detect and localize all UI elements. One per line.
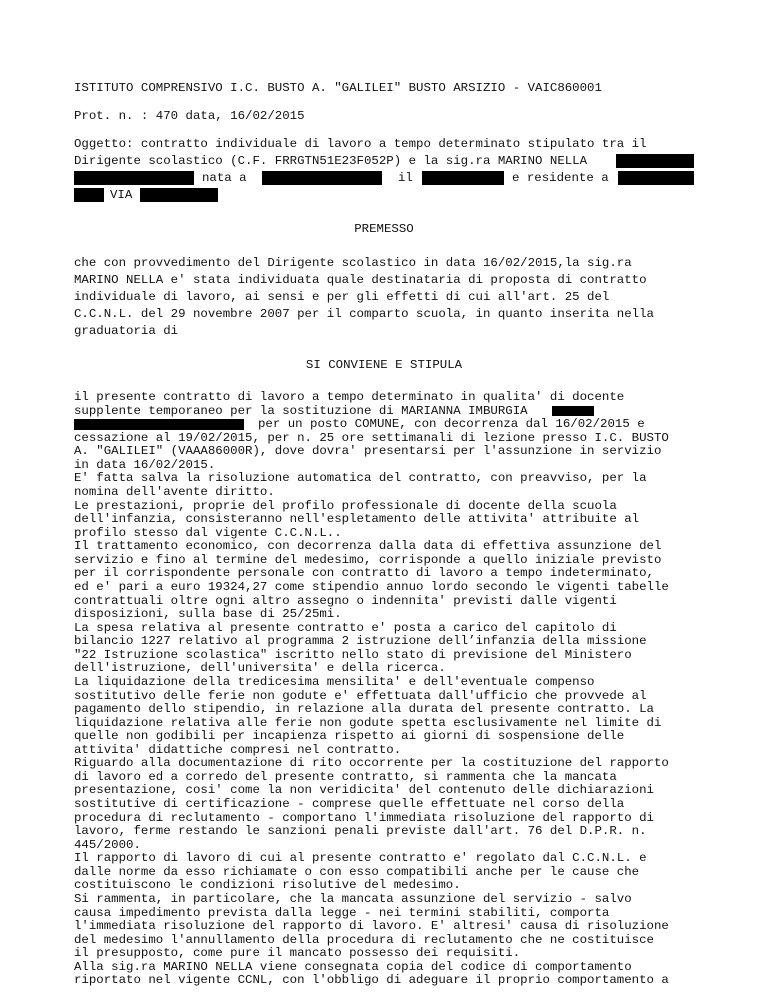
paragraph-line: pagamento dello stipendio, in relazione alla durata del presente contratto. La <box>74 702 654 717</box>
paragraph-line: C.C.N.L. del 29 novembre 2007 per il comparto scuola, in quanto inserita nella <box>74 307 654 321</box>
paragraph-line: dell'istruzione, dell'universita' e della ricerca. <box>74 661 446 676</box>
paragraph-line: sostitutivo delle ferie non godute e' effettuata dall'ufficio che provvede al <box>74 688 647 703</box>
redaction-block <box>552 406 594 417</box>
paragraph-line: contrattuali oltre ogni altro assegno o indennita' previsti dalle vigenti <box>74 593 617 608</box>
paragraph-line: supplente temporaneo per la sostituzione di MARIANNA IMBURGIA <box>74 403 528 418</box>
redaction-block <box>262 171 382 185</box>
paragraph-line: La liquidazione della tredicesima mensilita' e dell'eventuale compenso <box>74 674 595 689</box>
paragraph-line: per il corrispondente personale con contratto di lavoro a tempo indeterminato, <box>74 566 654 581</box>
paragraph-line: dalle norme da esso richiamate o con esso compatibili anche per le cause che <box>74 864 640 879</box>
paragraph-line: graduatoria di <box>74 324 179 338</box>
redaction-block <box>140 188 218 202</box>
paragraph-line: che con provvedimento del Dirigente scolastico in data 16/02/2015,la sig.ra <box>74 256 632 270</box>
paragraph-line: individuale di lavoro, ai sensi e per gli effetti di cui all'art. 25 del <box>74 290 610 304</box>
paragraph-line: Alla sig.ra MARINO NELLA viene consegnata copia del codice di comportamento <box>74 959 632 974</box>
paragraph-line: Le prestazioni, proprie del profilo professionale di docente della scuola <box>74 498 617 513</box>
paragraph-line: Il rapporto di lavoro di cui al presente contratto e' regolato dal C.C.N.L. e <box>74 851 647 866</box>
paragraph-line: La spesa relativa al presente contratto e' posta a carico del capitolo di <box>74 620 617 635</box>
school-header: ISTITUTO COMPRENSIVO I.C. BUSTO A. "GALILEI" BUSTO ARSIZIO - VAIC860001 <box>74 81 602 95</box>
stipula-heading: SI CONVIENE E STIPULA <box>305 358 463 372</box>
subject-il-label: il <box>398 171 413 185</box>
subject-line-2: Dirigente scolastico (C.F. FRRGTN51E23F052P) e la sig.ra MARINO NELLA <box>74 154 588 168</box>
protocol-line: Prot. n. : 470 data, 16/02/2015 <box>74 109 305 123</box>
paragraph-line: profilo stesso dal vigente C.C.N.L.. <box>74 525 342 540</box>
paragraph-line: costituiscono le condizioni risolutive del medesimo. <box>74 878 461 893</box>
paragraph-line: A. "GALILEI" (VAAA86000R), dove dovra' presentarsi per l'assunzione in servizio <box>74 444 662 459</box>
paragraph-line: servizio e fino al termine del medesimo, corrisponde a quello iniziale previsto <box>74 552 662 567</box>
paragraph-line: il presente contratto di lavoro a tempo determinato in qualita' di docente <box>74 390 625 404</box>
paragraph-line: ed e' pari a euro 19324,27 come stipendio annuo lordo secondo le vigenti tabelle <box>74 579 669 594</box>
paragraph-line: causa impedimento prevista dalla legge - nei termini stabiliti, comporta <box>74 905 610 920</box>
redaction-block <box>74 419 244 430</box>
paragraph-line: quelle non godibili per incapienza rispetto ai giorni di sospensione delle <box>74 729 625 744</box>
paragraph-line: cessazione al 19/02/2015, per n. 25 ore settimanali di lezione presso I.C. BUSTO <box>74 430 669 445</box>
paragraph-line: presentazione, cosi' come la non veridicita' del contenuto delle dichiarazioni <box>74 783 654 798</box>
subject-line-1: Oggetto: contratto individuale di lavoro a tempo determinato stipulato tra il <box>74 137 647 151</box>
subject-residente-label: e residente a <box>512 171 609 185</box>
redaction-block <box>422 171 504 185</box>
paragraph-line: nomina dell'avente diritto. <box>74 484 275 499</box>
paragraph-line: E' fatta salva la risoluzione automatica del contratto, con preavviso, per la <box>74 471 647 486</box>
paragraph-line: del medesimo l'annullamento della procedura di reclutamento che ne costituisce <box>74 932 654 947</box>
paragraph-line: di lavoro ed a corredo del presente contratto, si rammenta che la mancata <box>74 769 617 784</box>
paragraph-line: sostitutive di certificazione - comprese quelle effettuate nel corso della <box>74 797 625 812</box>
subject-nata-label: nata a <box>202 171 247 185</box>
paragraph-line: MARINO NELLA e' stata individuata quale destinataria di proposta di contratto <box>74 273 647 287</box>
paragraph-line: liquidazione relativa alle ferie non godute spetta esclusivamente nel limite di <box>74 715 662 730</box>
paragraph-line: "22 Istruzione scolastica" iscritto nello stato di previsione del Ministero <box>74 647 632 662</box>
redaction-block <box>74 188 104 202</box>
paragraph-line: il presupposto, come pure il mancato possesso dei requisiti. <box>74 946 521 961</box>
paragraph-line: in data 16/02/2015. <box>74 457 216 472</box>
paragraph-line: dell'infanzia, consisteranno nell'espletamento delle attivita' attribuite al <box>74 512 640 527</box>
paragraph-line: Si rammenta, in particolare, che la mancata assunzione del servizio - salvo <box>74 892 632 907</box>
paragraph-line: Il trattamento economico, con decorrenza dalla data di effettiva assunzione del <box>74 539 662 554</box>
subject-via-label: VIA <box>110 188 133 202</box>
paragraph-line: riportato nel vigente CCNL, con l'obbligo di adeguare il proprio comportamento a <box>74 973 669 988</box>
paragraph-line: per un posto COMUNE, con decorrenza dal 16/02/2015 e <box>258 417 645 432</box>
paragraph-line: lavoro, ferme restando le sanzioni penali previste dall'art. 76 del D.P.R. n. <box>74 824 647 839</box>
paragraph-line: Riguardo alla documentazione di rito occorrente per la costituzione del rapporto <box>74 756 669 771</box>
redaction-block <box>618 171 694 185</box>
redaction-block <box>616 154 694 168</box>
paragraph-line: bilancio 1227 relativo al programma 2 istruzione dell’infanzia della missione <box>74 634 647 649</box>
premesso-heading: PREMESSO <box>354 222 414 236</box>
paragraph-line: 445/2000. <box>74 837 141 852</box>
redaction-block <box>74 171 194 185</box>
paragraph-line: procedura di reclutamento - comportano l'immediata risoluzione del rapporto di <box>74 810 654 825</box>
paragraph-line: disposizioni, sulla base di 25/25mi. <box>74 607 342 622</box>
paragraph-line: attivita' didattiche compresi nel contratto. <box>74 742 402 757</box>
paragraph-line: l'immediata risoluzione del rapporto di lavoro. E' altresi' causa di risoluzione <box>74 919 669 934</box>
